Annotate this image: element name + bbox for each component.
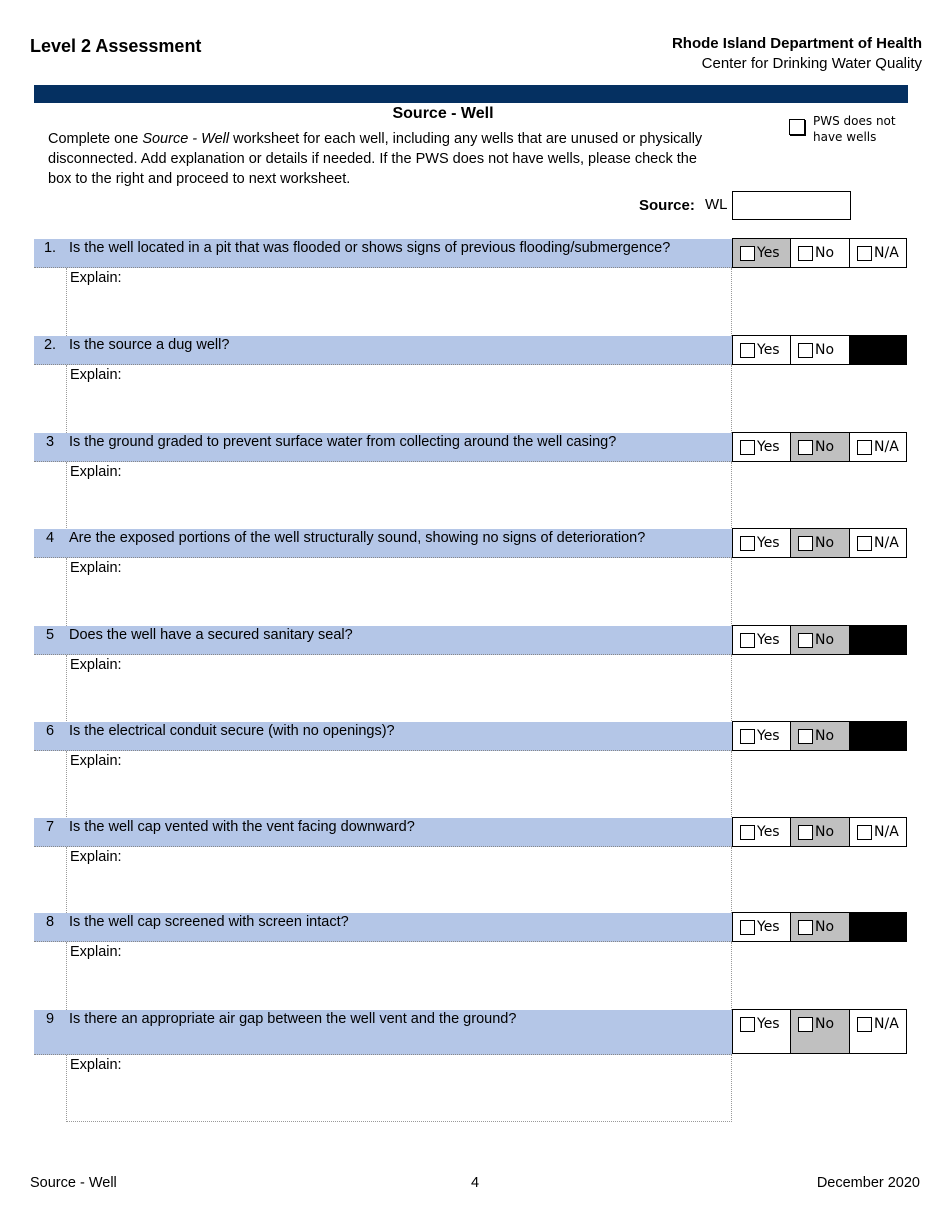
answer-options [732, 528, 908, 558]
yes-checkbox[interactable] [740, 343, 755, 358]
question-text: Is the source a dug well? [69, 337, 230, 353]
explain-field[interactable] [66, 751, 732, 819]
na-blocked-cell [849, 625, 907, 655]
question-text: Is the electrical conduit secure (with no openings)? [69, 723, 395, 739]
question-row [34, 336, 732, 365]
answer-no[interactable]: No [790, 432, 850, 462]
answer-no[interactable]: No [790, 528, 850, 558]
yes-checkbox[interactable] [740, 440, 755, 455]
explain-label: Explain: [70, 944, 122, 960]
question-number: 8 [45, 914, 55, 930]
question-text: Are the exposed portions of the well structurally sound, showing no signs of deterioration? [69, 530, 646, 546]
explain-label: Explain: [70, 753, 122, 769]
answer-options [732, 625, 908, 655]
org-name: Rhode Island Department of Health [671, 35, 922, 52]
answer-options [732, 335, 908, 365]
na-blocked-cell [849, 721, 907, 751]
answer-options [732, 1009, 908, 1054]
answer-na[interactable]: N/A [849, 238, 907, 268]
question-text: Does the well have a secured sanitary seal? [69, 627, 353, 643]
answer-yes[interactable]: Yes [732, 335, 791, 365]
na-checkbox[interactable] [857, 536, 872, 551]
explain-label: Explain: [70, 657, 122, 673]
footer-page-number: 4 [470, 1175, 480, 1191]
no-wells-checkbox[interactable] [789, 119, 805, 135]
explain-field[interactable] [66, 1055, 732, 1122]
no-checkbox[interactable] [798, 729, 813, 744]
na-checkbox[interactable] [857, 1017, 872, 1032]
question-number: 6 [45, 723, 55, 739]
answer-yes[interactable]: Yes [732, 912, 791, 942]
yes-checkbox[interactable] [740, 1017, 755, 1032]
footer-date: December 2020 [816, 1175, 920, 1191]
question-number: 4 [45, 530, 55, 546]
explain-label: Explain: [70, 849, 122, 865]
source-label: Source: [639, 197, 695, 214]
question-row [34, 529, 732, 558]
na-blocked-cell [849, 912, 907, 942]
na-checkbox[interactable] [857, 440, 872, 455]
answer-options [732, 432, 908, 462]
question-row [34, 239, 732, 268]
answer-yes[interactable]: Yes [732, 1009, 791, 1054]
question-row [34, 722, 732, 751]
answer-options [732, 721, 908, 751]
no-checkbox[interactable] [798, 825, 813, 840]
question-number: 5 [45, 627, 55, 643]
explain-field[interactable] [66, 655, 732, 723]
no-checkbox[interactable] [798, 633, 813, 648]
answer-na[interactable]: N/A [849, 817, 907, 847]
question-text: Is there an appropriate air gap between the well vent and the ground? [69, 1011, 517, 1027]
org-subtitle: Center for Drinking Water Quality [701, 55, 922, 72]
answer-yes[interactable]: Yes [732, 721, 791, 751]
explain-field[interactable] [66, 558, 732, 626]
source-input[interactable] [732, 191, 851, 220]
explain-field[interactable] [66, 847, 732, 915]
header-band [34, 85, 908, 103]
na-checkbox[interactable] [857, 825, 872, 840]
header-org [672, 34, 922, 74]
yes-checkbox[interactable] [740, 729, 755, 744]
answer-options [732, 238, 908, 268]
question-number: 1. [43, 240, 57, 256]
footer-section-name: Source - Well [30, 1175, 117, 1191]
explain-label: Explain: [70, 560, 122, 576]
no-checkbox[interactable] [798, 246, 813, 261]
question-row [34, 913, 732, 942]
no-wells-option[interactable] [789, 113, 909, 145]
question-text: Is the well cap vented with the vent facing downward? [69, 819, 415, 835]
question-row [34, 626, 732, 655]
explain-field[interactable] [66, 365, 732, 433]
no-wells-label: PWS does not have wells [813, 114, 896, 144]
answer-yes[interactable]: Yes [732, 528, 791, 558]
question-text: Is the well cap screened with screen intact? [69, 914, 349, 930]
question-row [34, 818, 732, 847]
no-checkbox[interactable] [798, 920, 813, 935]
yes-checkbox[interactable] [740, 920, 755, 935]
section-instructions: Complete one Source - Well worksheet for each well, including any wells that are unused or physically disconnected. Add explanation or details if needed. If the PWS does not have wells, please check the box to the right and proceed to next worksheet. [48, 131, 703, 187]
yes-checkbox[interactable] [740, 633, 755, 648]
document-title: Level 2 Assessment [30, 36, 202, 56]
answer-no[interactable]: No [790, 1009, 850, 1054]
no-checkbox[interactable] [798, 440, 813, 455]
explain-field[interactable] [66, 942, 732, 1010]
answer-options [732, 912, 908, 942]
answer-yes[interactable]: Yes [732, 238, 791, 268]
answer-no[interactable]: No [790, 721, 850, 751]
question-text: Is the ground graded to prevent surface water from collecting around the well casing? [69, 434, 617, 450]
answer-yes[interactable]: Yes [732, 432, 791, 462]
explain-label: Explain: [70, 270, 122, 286]
explain-field[interactable] [66, 462, 732, 530]
answer-yes[interactable]: Yes [732, 625, 791, 655]
answer-options [732, 817, 908, 847]
explain-field[interactable] [66, 268, 732, 336]
na-blocked-cell [849, 335, 907, 365]
yes-checkbox[interactable] [740, 246, 755, 261]
yes-checkbox[interactable] [740, 536, 755, 551]
source-prefix: WL [705, 196, 728, 213]
no-checkbox[interactable] [798, 1017, 813, 1032]
answer-no[interactable]: No [790, 625, 850, 655]
question-row [34, 1010, 732, 1055]
explain-label: Explain: [70, 1057, 122, 1073]
question-row [34, 433, 732, 462]
answer-no[interactable]: No [790, 238, 850, 268]
yes-checkbox[interactable] [740, 825, 755, 840]
question-number: 3 [45, 434, 55, 450]
no-checkbox[interactable] [798, 343, 813, 358]
section-title: Source - Well [392, 105, 494, 122]
answer-no[interactable]: No [790, 817, 850, 847]
answer-no[interactable]: No [790, 335, 850, 365]
no-checkbox[interactable] [798, 536, 813, 551]
answer-na[interactable]: N/A [849, 1009, 907, 1054]
question-number: 9 [45, 1011, 55, 1027]
explain-label: Explain: [70, 464, 122, 480]
question-number: 7 [45, 819, 55, 835]
answer-yes[interactable]: Yes [732, 817, 791, 847]
explain-label: Explain: [70, 367, 122, 383]
question-number: 2. [43, 337, 57, 353]
na-checkbox[interactable] [857, 246, 872, 261]
answer-na[interactable]: N/A [849, 432, 907, 462]
answer-no[interactable]: No [790, 912, 850, 942]
answer-na[interactable]: N/A [849, 528, 907, 558]
question-text: Is the well located in a pit that was flooded or shows signs of previous flooding/submergence? [69, 240, 671, 256]
